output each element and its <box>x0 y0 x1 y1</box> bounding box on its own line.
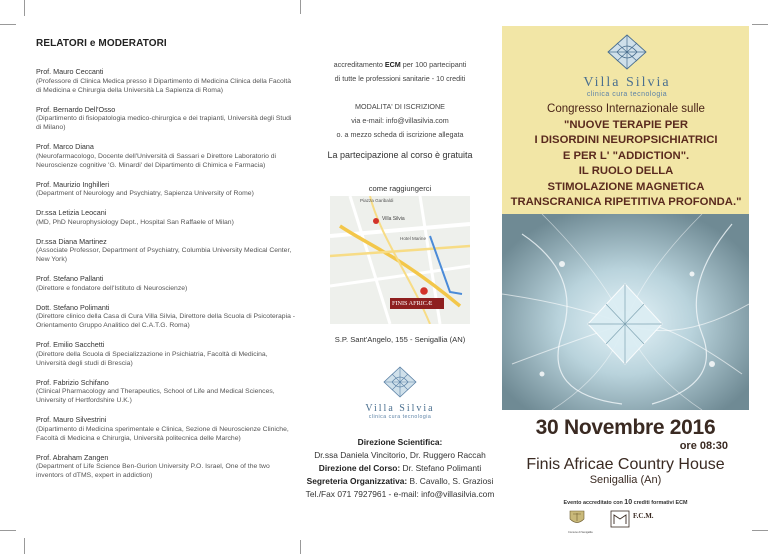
crop-mark <box>0 24 16 25</box>
venue-address: S.P. Sant'Angelo, 155 - Senigallia (AN) <box>334 335 466 344</box>
congress-title-line: I DISORDINI NEUROPSICHIATRICI <box>534 134 718 146</box>
congress-label: Congresso Internazionale sulle <box>547 103 705 115</box>
logo-tagline: clinica cura tecnologia <box>368 414 432 420</box>
speaker-affiliation: (MD, PhD Neurophysiology Dept., Hospital San Raffaele of Milan) <box>36 218 234 226</box>
speaker-item <box>36 415 298 443</box>
registration-title: MODALITA' DI ISCRIZIONE <box>355 102 445 111</box>
speaker-item <box>36 303 298 331</box>
ecm-number: 10 <box>624 499 633 506</box>
congress-title-line: TRANSCRANICA RIPETITIVA PROFONDA." <box>510 196 742 208</box>
logo-name: Villa Silvia <box>365 403 435 414</box>
villa-marker-icon <box>373 218 379 224</box>
speaker-affiliation: (Direttore e fondatore dell'Istituto di Neuroscienze) <box>36 284 188 292</box>
map-label-villa: Villa Silvia <box>382 216 405 222</box>
directions-heading: come raggiungerci <box>368 184 432 193</box>
speaker-name: Prof. Fabrizio Schifano <box>36 377 109 387</box>
speaker-affiliation: (Dipartimento di fisiopatologia medico-chirurgica e dei trapianti, Università degli Studi di Milano) <box>36 115 292 131</box>
speaker-item <box>36 274 298 293</box>
acc-suffix: per 100 partecipanti <box>400 60 467 69</box>
cover-logo-tagline: clinica cura tecnologia <box>586 91 668 98</box>
free-participation: La partecipazione al corso è gratuita <box>327 150 473 160</box>
registration-email[interactable]: via e-mail: info@villasilvia.com <box>351 116 449 125</box>
speaker-name: Prof. Mauro Ceccanti <box>36 67 104 76</box>
speaker-name: Dott. Stefano Polimanti <box>36 302 110 312</box>
location-marker-icon <box>420 287 428 295</box>
speaker-affiliation: (Neurofarmacologo, Docente dell'Università di Sassari e Direttore Laboratorio di Neuroscienze cognitive 'G. Minardi' del Dipartimento di Chimica e Farmacia) <box>36 152 277 169</box>
course-direction-label: Direzione del Corso: <box>318 463 401 473</box>
crop-mark <box>24 0 25 16</box>
organizers <box>300 436 500 501</box>
fcm-logo-icon <box>610 510 630 528</box>
speaker-affiliation: (Clinical Pharmacology and Therapeutics, School of Life and Medical Sciences, University of Hertfordshire U.K.) <box>36 388 275 404</box>
speaker-affiliation: (Associate Professor, Department of Psychiatry, Columbia University Medical Center, New York) <box>36 247 292 263</box>
secretariat-names: B. Cavallo, S. Graziosi <box>407 476 494 486</box>
crop-mark <box>300 540 301 554</box>
secretariat-label: Segreteria Organizzativa: <box>306 476 408 486</box>
congress-title-line: E PER L' "ADDICTION". <box>562 149 690 162</box>
scientific-direction-title: Direzione Scientifica: <box>357 437 443 447</box>
crest-icon <box>568 510 586 526</box>
ecm-accreditation <box>300 58 500 86</box>
scientific-direction-names: Dr.ssa Daniela Vincitorio, Dr. Ruggero Raccah <box>314 450 486 460</box>
speaker-affiliation: (Direttore clinico della Casa di Cura Villa Silvia, Direttore della Scuola di Psicoterapia - Orientamento Gruppo Analitico del C.A.T.G. Roma) <box>36 313 296 329</box>
registration-info <box>300 100 500 142</box>
speaker-item <box>36 453 298 481</box>
speaker-affiliation: (Direttore della Scuola di Specializzazione in Psichiatria, Facoltà di Medicina, Università degli studi di Brescia) <box>36 350 268 367</box>
congress-title-line: "NUOVE TERAPIE PER <box>564 118 688 131</box>
registration-form: o. a mezzo scheda di iscrizione allegata <box>336 130 464 139</box>
event-time: ore 08:30 <box>679 440 728 452</box>
acc-ecm: ECM <box>384 60 401 69</box>
speaker-affiliation: (Department of Neurology and Psychiatry, Sapienza University of Rome) <box>36 190 254 197</box>
speaker-name: Prof. Mauro Silvestrini <box>36 415 107 424</box>
map-label-top: Piazza Garibaldi <box>360 198 394 203</box>
speaker-name: Prof. Marco Diana <box>36 142 94 151</box>
congress-title-line: IL RUOLO DELLA <box>578 165 674 177</box>
speaker-item <box>36 340 298 368</box>
speaker-name: Prof. Stefano Pallanti <box>36 274 104 283</box>
acc-line2: di tutte le professioni sanitarie - 10 crediti <box>334 74 466 83</box>
event-venue: Finis Africae Country House <box>526 456 725 473</box>
ecm-suffix: crediti formativi ECM <box>632 500 688 506</box>
event-date: 30 Novembre 2016 <box>535 416 716 439</box>
speaker-name: Prof. Bernardo Dell'Osso <box>36 104 116 114</box>
acc-prefix: accreditamento <box>333 60 385 69</box>
crest-caption: Comune di Senigallia <box>568 531 593 534</box>
villa-silvia-logo-icon <box>383 366 417 398</box>
fcm-label: F.C.M. <box>633 512 654 520</box>
speakers-panel <box>36 38 298 490</box>
ecm-prefix: Evento accreditato con <box>563 500 625 506</box>
congress-title-block <box>506 102 746 211</box>
speaker-name: Prof. Emilio Sacchetti <box>36 340 105 349</box>
speaker-item <box>36 105 298 133</box>
cover-logo <box>562 34 692 98</box>
cover-panel <box>502 26 749 534</box>
speaker-name: Dr.ssa Letizia Leocani <box>36 208 107 217</box>
congress-title <box>506 118 746 211</box>
cover-logo-name: Villa Silvia <box>583 75 671 90</box>
crop-mark <box>24 538 25 554</box>
speaker-affiliation: (Professore di Clinica Medica presso il Dipartimento di Medicina Clinica della Facoltà di Medicina e Chirurgia della Università La Sapienza di Roma) <box>36 77 291 94</box>
speaker-affiliation: (Department of Life Science Ben-Gurion University P.O. Israel, One of the two inventors of dTMS, expert in addiction) <box>36 463 270 479</box>
speaker-name: Prof. Abraham Zangen <box>36 452 109 462</box>
neural-network-illustration <box>502 214 749 410</box>
villa-silvia-logo <box>362 366 438 420</box>
senigallia-crest <box>568 510 593 534</box>
location-map[interactable] <box>330 196 470 324</box>
speaker-name: Prof. Maurizio Inghilleri <box>36 179 110 189</box>
congress-title-line: STIMOLAZIONE MAGNETICA <box>547 180 705 193</box>
ecm-credits <box>502 499 749 506</box>
crop-mark <box>752 530 768 531</box>
course-direction-name: Dr. Stefano Polimanti <box>400 463 482 473</box>
speaker-list <box>36 67 298 480</box>
speaker-item <box>36 208 298 227</box>
speaker-item <box>36 180 298 199</box>
contact-line[interactable]: Tel./Fax 071 7927961 - e-mail: info@villasilvia.com <box>305 489 495 499</box>
crop-mark <box>0 530 16 531</box>
cover-logo-icon <box>607 34 647 70</box>
speaker-item <box>36 142 298 170</box>
fcm-logo <box>610 510 674 530</box>
event-city: Senigallia (An) <box>589 474 662 486</box>
crop-mark <box>300 0 301 14</box>
map-place-label: FINIS AFRICÆ <box>392 300 433 307</box>
speaker-item <box>36 378 298 406</box>
map-label-hotel: Hotel Marine <box>400 236 427 241</box>
cover-illustration <box>502 214 749 410</box>
speakers-heading: RELATORI e MODERATORI <box>36 38 167 49</box>
speaker-item <box>36 67 298 95</box>
speaker-item <box>36 237 298 265</box>
speaker-affiliation: (Dipartimento di Medicina sperimentale e Clinica, Sezione di Neuroscienze Cliniche, Facoltà di Medicina e Chirurgia, Università politecnica delle Marche) <box>36 425 289 442</box>
speaker-name: Dr.ssa Diana Martinez <box>36 236 107 246</box>
crop-mark <box>752 24 768 25</box>
